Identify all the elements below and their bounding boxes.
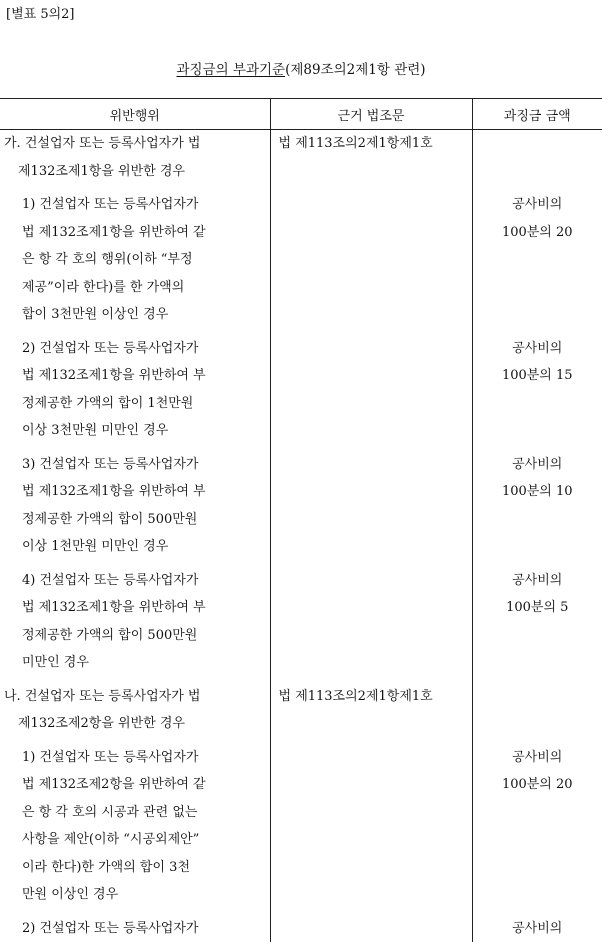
amount-b2 (472, 909, 602, 942)
sub-line: 1) 건설업자 또는 등록사업자가 (22, 197, 198, 212)
sub-line: 1) 건설업자 또는 등록사업자가 (22, 750, 198, 765)
sub-line: 은 항 각 호의 시공과 관련 없는 (22, 805, 198, 820)
violation-sub-a2 (0, 329, 270, 445)
amount-b1 (472, 738, 602, 909)
amount-line1: 공사비의 (473, 451, 602, 479)
table-row (0, 738, 602, 909)
amount-line1: 공사비의 (473, 191, 602, 219)
table-row (0, 185, 602, 329)
table-row (0, 445, 602, 561)
sub-line: 만원 이상인 경우 (22, 887, 118, 902)
amount-a4 (472, 561, 602, 677)
sub-line: 법 제132조제1항을 위반하여 부 (22, 600, 206, 615)
basis-empty (270, 445, 472, 561)
sub-line: 법 제132조제2항을 위반하여 같 (22, 777, 206, 792)
sub-line: 법 제132조제1항을 위반하여 같 (22, 225, 206, 240)
sub-line: 2) 건설업자 또는 등록사업자가 (22, 921, 198, 936)
sub-line: 은 항 각 호의 행위(이하 “부정 (22, 252, 193, 267)
annex-label: [별표 5의2] (6, 3, 75, 22)
penalty-table (0, 98, 602, 942)
violation-sub-b1 (0, 738, 270, 909)
sub-line: 합이 3천만원 이상인 경우 (22, 307, 168, 322)
sub-line: 2) 건설업자 또는 등록사업자가 (22, 341, 198, 356)
amount-empty (472, 130, 602, 186)
table-row (0, 909, 602, 942)
header-violation: 위반행위 (0, 99, 270, 130)
violation-sub-a3 (0, 445, 270, 561)
violation-sub-a1 (0, 185, 270, 329)
basis-empty (270, 329, 472, 445)
sub-line: 미만인 경우 (22, 655, 89, 670)
amount-line2: 100분의 15 (473, 362, 602, 390)
violation-main-a (0, 130, 270, 186)
sub-line: 법 제132조제1항을 위반하여 부 (22, 484, 206, 499)
violation-sub-b2 (0, 909, 270, 942)
amount-empty (472, 683, 602, 738)
document-title (0, 58, 602, 78)
basis-empty (270, 909, 472, 942)
table-row (0, 561, 602, 677)
table-header-row (0, 99, 602, 130)
sub-line: 사항을 제안(이하 “시공외제안” (22, 832, 199, 847)
basis-empty (270, 738, 472, 909)
amount-a3 (472, 445, 602, 561)
sub-line: 이상 3천만원 미만인 경우 (22, 423, 168, 438)
amount-line2: 100분의 5 (473, 594, 602, 622)
sub-line: 이상 1천만원 미만인 경우 (22, 539, 168, 554)
amount-line1: 공사비의 (473, 744, 602, 772)
sub-line: 이라 한다)한 가액의 합이 3천 (22, 860, 190, 875)
table-row (0, 329, 602, 445)
amount-line1: 공사비의 (473, 567, 602, 595)
violation-main-b (0, 683, 270, 738)
sub-line: 3) 건설업자 또는 등록사업자가 (22, 457, 198, 472)
sub-line: 정제공한 가액의 합이 500만원 (22, 512, 197, 527)
sub-line: 제공”이라 한다)를 한 가액의 (22, 280, 184, 295)
sub-line: 4) 건설업자 또는 등록사업자가 (22, 573, 198, 588)
header-amount: 과징금 금액 (472, 99, 602, 130)
amount-a1 (472, 185, 602, 329)
title-suffix: (제89조의2제1항 관련) (285, 62, 425, 78)
header-basis: 근거 법조문 (270, 99, 472, 130)
legal-basis-b: 법 제113조의2제1항제1호 (270, 683, 472, 738)
sub-line: 법 제132조제1항을 위반하여 부 (22, 368, 206, 383)
amount-a2 (472, 329, 602, 445)
sub-line: 정제공한 가액의 합이 500만원 (22, 628, 197, 643)
amount-line1: 공사비의 (473, 335, 602, 363)
table-row (0, 683, 602, 738)
amount-line2: 100분의 20 (473, 771, 602, 799)
table-row (0, 130, 602, 186)
title-main: 과징금의 부과기준 (176, 62, 285, 78)
violation-main-a-line1: 가. 건설업자 또는 등록사업자가 법 (4, 130, 266, 158)
amount-line2: 100분의 20 (473, 219, 602, 247)
violation-main-a-line2: 제132조제1항을 위반한 경우 (4, 158, 266, 186)
basis-empty (270, 185, 472, 329)
legal-basis-a: 법 제113조의2제1항제1호 (270, 130, 472, 186)
basis-empty (270, 561, 472, 677)
amount-line1: 공사비의 (473, 915, 602, 942)
violation-sub-a4 (0, 561, 270, 677)
violation-main-b-line1: 나. 건설업자 또는 등록사업자가 법 (4, 683, 266, 711)
violation-main-b-line2: 제132조제2항을 위반한 경우 (4, 710, 266, 738)
amount-line2: 100분의 10 (473, 478, 602, 506)
sub-line: 정제공한 가액의 합이 1천만원 (22, 396, 193, 411)
